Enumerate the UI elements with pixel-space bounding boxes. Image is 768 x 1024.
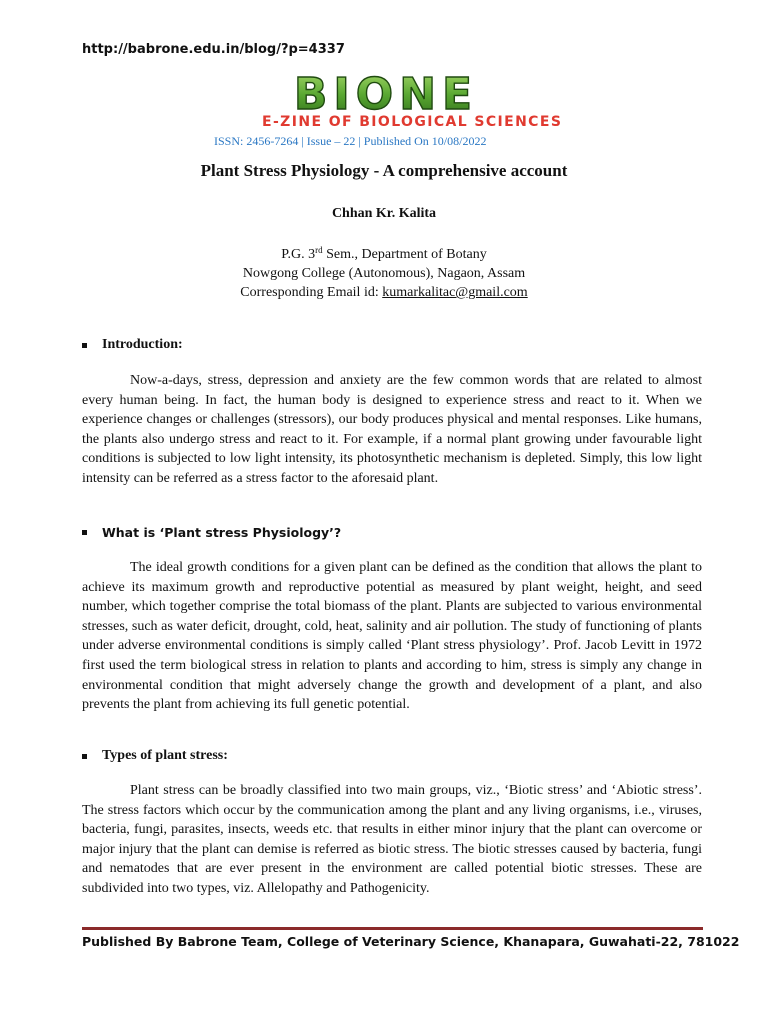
ezine-tagline: E-ZINE OF BIOLOGICAL SCIENCES [262,114,563,130]
logo-text: BIONE [293,70,479,116]
what-paragraph: The ideal growth conditions for a given plant can be defined as the condition that allows the plant to achieve its maximum growth and reproductive potential as measured by plant weight, height, and seed number, which together comprise the total biomass of the plant. Plants are subjected to various environmental stresses, such as water deficit, drought, cold, heat, salinity and air pollution. The study of functioning of plants under adverse environmental conditions is simply called ‘Plant stress physiology’. Prof. Jacob Levitt in 1972 first used the term biological stress in relation to plants and according to him, stress is simply any change in environmental condition that might adversely change the growth and development of a plant, and also prevents the plant from achieving its full genetic potential. [82,560,702,713]
issn-line: ISSN: 2456-7264 | Issue – 22 | Published On 10/08/2022 [214,134,487,148]
affiliation [0,245,768,302]
types-paragraph: Plant stress can be broadly classified into two main groups, viz., ‘Biotic stress’ and ‘Abiotic stress’. The stress factors which occur by the communication among the plant and any living organisms, i.e., viruses, bacteria, fungi, parasites, insects, weeds etc. that results in either minor injury that the plant can overcome or major injury that the plant can demise is referred as biotic stress. The biotic stresses caused by bacteria, fungi and nematodes that are ever present in the environment are called potential biotic stresses. These are subdivided into two types, viz. Allelopathy and Pathogenicity. [82,783,702,896]
footer-text: Published By Babrone Team, College of Veterinary Science, Khanapara, Guwahati-22, 781022 [82,934,740,949]
email-link[interactable]: kumarkalitac@gmail.com [382,285,528,300]
affiliation-line-2: Nowgong College (Autonomous), Nagaon, Assam [242,266,526,281]
footer-rule [82,927,703,930]
bullet-icon [82,530,87,535]
what-heading: What is ‘Plant stress Physiology’? [82,525,341,540]
affiliation-line-1: P.G. 3rd Sem., Department of Botany [281,245,487,262]
bione-logo [256,70,516,116]
intro-heading: Introduction: [82,337,183,353]
author-name: Chhan Kr. Kalita [331,206,437,221]
intro-paragraph: Now-a-days, stress, depression and anxiety are the few common words that are related to almost every human being. In fact, the human body is designed to experience stress and react to it. When we experience changes or challenges (stressors), our body produces physical and mental responses. Like humans, the plants also undergo stress and react to it. For example, if a normal plant growing under favourable light conditions is subjected to low light intensity, its photosynthetic mechanism is depleted. Simply, this low light intensity can be referred as a stress factor to the aforesaid plant. [82,373,702,486]
page-url: http://babrone.edu.in/blog/?p=4337 [82,42,345,57]
affiliation-line-3: Corresponding Email id: kumarkalitac@gmail.com [240,285,528,300]
types-heading: Types of plant stress: [82,748,228,764]
bullet-icon [82,343,87,348]
bullet-icon [82,754,87,759]
article-title: Plant Stress Physiology - A comprehensive account [200,161,568,180]
